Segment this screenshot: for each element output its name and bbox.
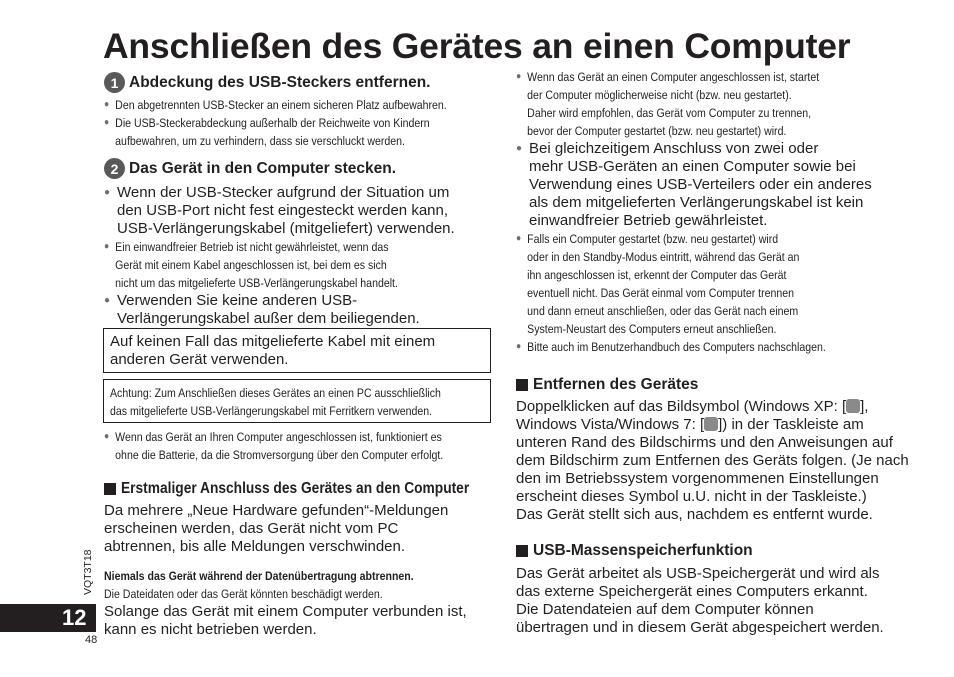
tab-number: 12 <box>62 605 87 630</box>
left-column <box>104 72 494 328</box>
square-bullet-icon <box>516 545 528 557</box>
transfer-warning: Niemals das Gerät während der Datenübertragung abtrennen. Die Dateidaten oder das Gerät könnten beschädigt werden. Solange das Gerät mit einem Computer verbunden ist, kann es nicht betrieben werden. <box>104 569 467 638</box>
step-2-label: Das Gerät in den Computer stecken. <box>129 159 397 177</box>
step-1-note: ● Den abgetrennten USB-Stecker an einem sicheren Platz aufbewahren. <box>104 96 439 114</box>
document-code: VQT3T18 <box>82 549 94 595</box>
page-number: 48 <box>85 634 98 646</box>
remove-text: Doppelklicken auf das Bildsymbol (Windows XP: [ ], Windows Vista/Windows 7: [ ]) in der Taskleiste am unteren Rand des Bildschirms und den Anweisungen auf dem Bildschirm zum Entfernen des Geräts folgen. (Je nach den im Betriebssystem vorgenommenen Einstellungen erscheint dieses Symbol u.U. nicht in der Taskleiste.) Das Gerät stellt sich aus, nachdem es entfernt wurde. <box>516 398 909 523</box>
first-connection-text: Da mehrere „Neue Hardware gefunden“-Meldungen erscheinen werden, das Gerät nicht vom PC abtrennen, bis alle Meldungen verschwinden. <box>104 502 449 555</box>
first-connection-heading: Erstmaliger Anschluss des Gerätes an den Computer <box>104 480 526 498</box>
safely-remove-xp-icon <box>846 399 860 413</box>
step-1-heading <box>104 72 494 93</box>
right-note: ● Bitte auch im Benutzerhandbuch des Computers nachschlagen. <box>516 338 856 356</box>
step-2-number: 2 <box>104 158 125 179</box>
mass-storage-text: Das Gerät arbeitet als USB-Speichergerät und wird als das externe Speichergerät eines Computers erkannt. Die Datendateien auf dem Computer können übertragen und in diesem Gerät abgespeichert werden. <box>516 565 884 636</box>
page-title: Anschließen des Gerätes an einen Computer <box>103 26 851 66</box>
step-1-number: 1 <box>104 72 125 93</box>
step-1-label: Abdeckung des USB-Steckers entfernen. <box>129 73 431 91</box>
right-note: ● Falls ein Computer gestartet (bzw. neu gestartet) wird oder in den Standby-Modus eintritt, während das Gerät an ihn angeschlossen ist, erkennt der Computer das Gerät eventuell nicht. Das Gerät einmal vom Computer trennen und dann erneut anschließen, oder das Gerät nach einem System-Neustart des Computers erneut anschließen. <box>516 230 856 338</box>
right-note: ● Wenn das Gerät an einen Computer angeschlossen ist, startet der Computer möglicherweise nicht (bzw. neu gestartet). Daher wird empfohlen, das Gerät vom Computer zu trennen, bevor der Computer gestartet (bzw. neu gestartet) wird. <box>516 68 856 140</box>
step-2-note: ● Ein einwandfreier Betrieb ist nicht gewährleistet, wenn das Gerät mit einem Kabel angeschlossen ist, bei dem es sich nicht um das mitgelieferte USB-Verlängerungskabel handelt. <box>104 238 439 292</box>
step-2-bullet: ● Verwenden Sie keine anderen USB- Verlängerungskabel außer dem beiliegenden. <box>104 292 494 328</box>
step-1-note: ● Die USB-Steckerabdeckung außerhalb der Reichweite von Kindern aufbewahren, um zu verhindern, dass sie verschluckt werden. <box>104 114 439 150</box>
right-bullet: ● Bei gleichzeitigem Anschluss von zwei oder mehr USB-Geräten an einen Computer sowie bei Verwendung eines USB-Verteilers oder ein anderes als dem mitgelieferten Verlängerungskabel ist kein einwandfreier Betrieb gewährleistet. <box>516 140 911 230</box>
safely-remove-vista-icon <box>704 417 718 431</box>
step-2-bullet: ● Wenn der USB-Stecker aufgrund der Situation um den USB-Port nicht fest eingesteckt werden kann, USB-Verlängerungskabel (mitgeliefert) verwenden. <box>104 184 494 238</box>
mass-storage-heading: USB-Massenspeicherfunktion <box>516 542 753 560</box>
step-2-heading <box>104 158 494 179</box>
caution-box: Achtung: Zum Anschließen dieses Gerätes an einen PC ausschließlich das mitgelieferte USB-Verlängerungskabel mit Ferritkern verwenden. <box>103 379 491 423</box>
power-note: ● Wenn das Gerät an Ihren Computer angeschlossen ist, funktioniert es ohne die Batterie, da die Stromversorgung über den Computer erfolgt. <box>104 428 924 464</box>
square-bullet-icon <box>104 483 116 495</box>
warning-box: Auf keinen Fall das mitgelieferte Kabel mit einem anderen Gerät verwenden. <box>103 328 491 373</box>
right-column <box>516 68 911 356</box>
remove-heading: Entfernen des Gerätes <box>516 376 698 394</box>
square-bullet-icon <box>516 379 528 391</box>
